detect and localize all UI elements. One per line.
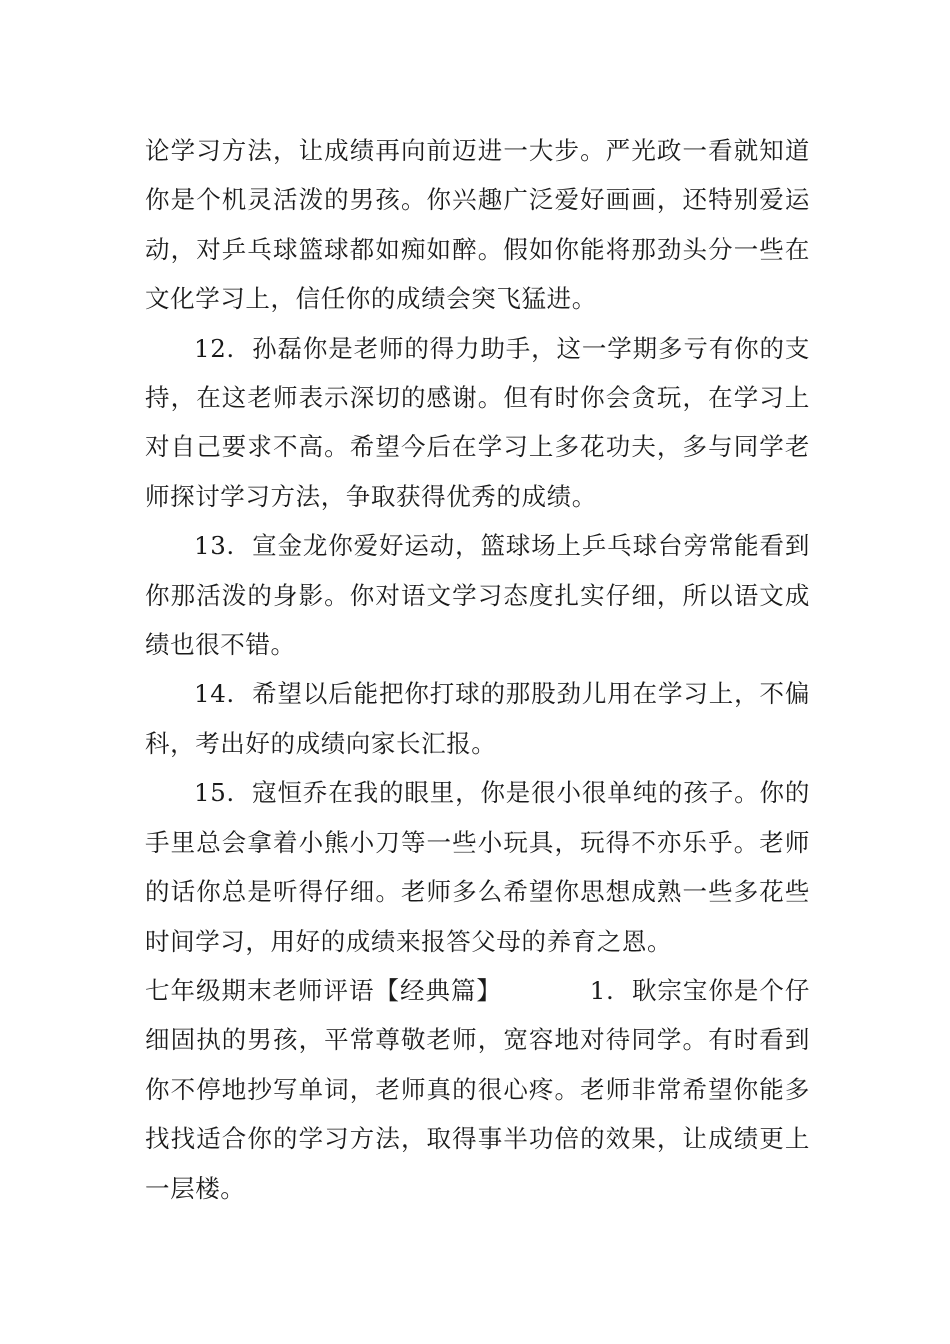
item-number: 14. [194,679,235,709]
item-number: 15. [194,778,235,808]
item-number: 13. [194,531,235,561]
document-body [145,126,810,1213]
paragraph-text: 论学习方法，让成绩再向前迈进一大步。严光政一看就知道你是个机灵活泼的男孩。你兴趣广泛爱好画画，还特别爱运动，对乒乓球篮球都如痴如醉。假如你能将那劲头分一些在文化学习上，信任你的成绩会突飞猛进。 [145,136,810,314]
paragraph-text: 孙磊你是老师的得力助手，这一学期多亏有你的支持，在这老师表示深切的感谢。但有时你会贪玩，在学习上对自己要求不高。希望今后在学习上多花功夫，多与同学老师探讨学习方法，争取获得优秀的成绩。 [145,333,810,511]
paragraph-continuation [145,126,810,324]
item-number: 1. [589,975,615,1005]
paragraph-item-13 [145,521,810,669]
section-heading: 七年级期末老师评语【经典篇】 [145,975,502,1005]
item-number: 12. [194,333,235,363]
paragraph-text: 希望以后能把你打球的那股劲儿用在学习上，不偏科，考出好的成绩向家长汇报。 [145,679,810,758]
paragraph-text: 寇恒乔在我的眼里，你是很小很单纯的孩子。你的手里总会拿着小熊小刀等一些小玩具，玩得不亦乐乎。老师的话你总是听得仔细。老师多么希望你思想成熟一些多花些时间学习，用好的成绩来报答父母的养育之恩。 [145,778,810,956]
paragraph-item-15 [145,768,810,966]
paragraph-text: 耿宗宝你是个仔细固执的男孩，平常尊敬老师，宽容地对待同学。有时看到你不停地抄写单词，老师真的很心疼。老师非常希望你能多找找适合你的学习方法，取得事半功倍的效果，让成绩更上一层楼。 [145,975,811,1203]
paragraph-section-heading-item-1 [145,966,810,1213]
paragraph-text: 宣金龙你爱好运动，篮球场上乒乓球台旁常能看到你那活泼的身影。你对语文学习态度扎实仔细，所以语文成绩也很不错。 [145,531,810,660]
paragraph-item-12 [145,324,810,522]
paragraph-item-14 [145,669,810,768]
